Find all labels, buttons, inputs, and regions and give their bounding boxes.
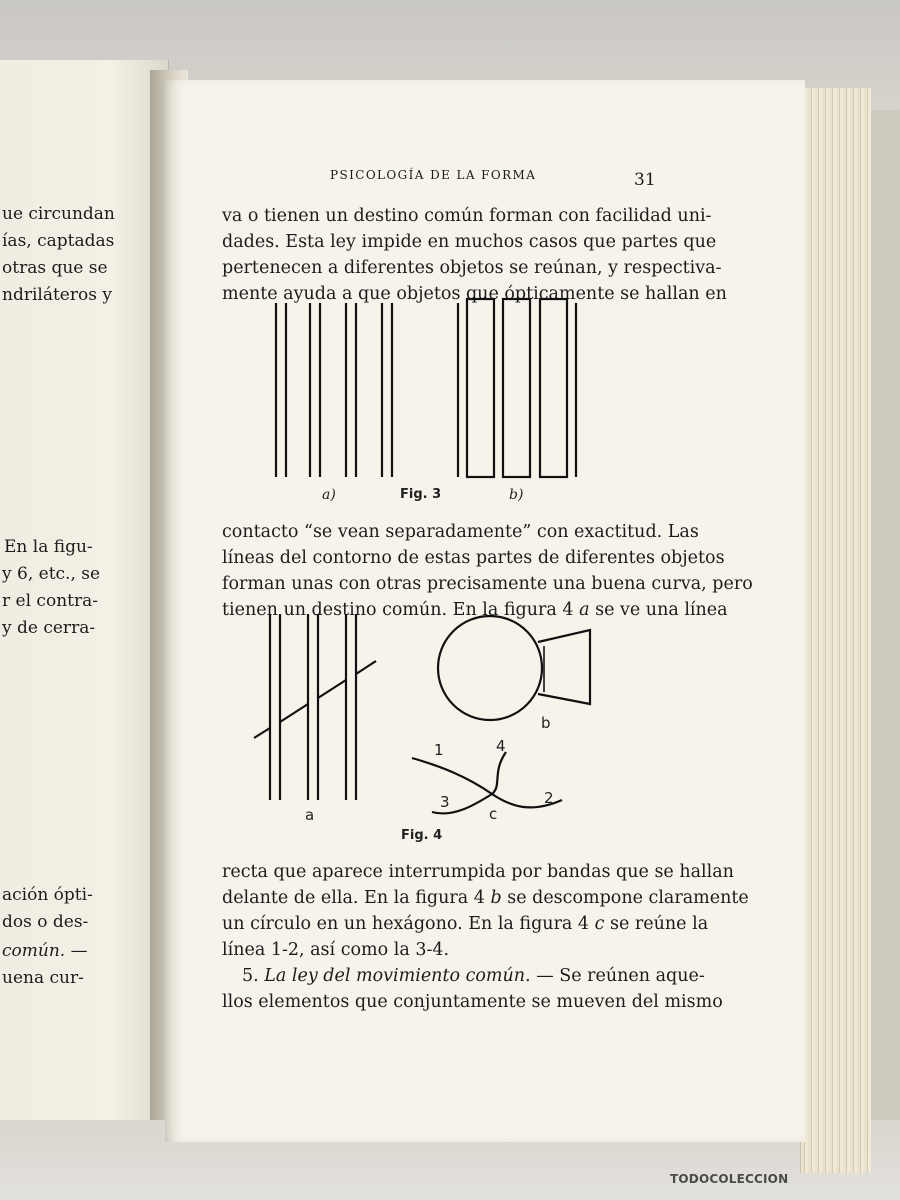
body-line-fig4b: [222, 888, 749, 908]
left-page-line: uena cur-: [2, 968, 84, 988]
text-span: se descompone claramente: [501, 888, 749, 908]
body-line: dades. Esta ley impide en muchos casos que partes que: [222, 232, 717, 252]
law-5-heading-line: [242, 966, 705, 986]
fig4-number-3: 3: [440, 793, 450, 811]
law-number: 5.: [242, 966, 259, 986]
left-page-line: otras que se: [2, 258, 108, 278]
running-head: PSICOLOGÍA DE LA FORMA: [330, 168, 537, 182]
fig4-label-b: b: [541, 714, 551, 732]
body-line: va o tienen un destino común forman con facilidad uni-: [222, 206, 712, 226]
left-page-line: r el contra-: [2, 591, 98, 611]
fig3-label-b: b): [509, 487, 524, 503]
body-line: llos elementos que conjuntamente se mueven del mismo: [222, 992, 723, 1012]
body-line: contacto “se vean separadamente” con exactitud. Las: [222, 522, 699, 542]
left-page-line: ue circundan: [2, 204, 115, 224]
fig4-label-a: a: [305, 806, 315, 824]
left-page-line: ación ópti-: [2, 885, 93, 905]
body-line: recta que aparece interrumpida por bandas que se hallan: [222, 862, 734, 882]
text-span: se ve una línea: [589, 600, 728, 620]
left-page-line: y de cerra-: [2, 618, 96, 638]
italic-span: b: [490, 888, 502, 908]
fig3-rectangle: [503, 299, 530, 477]
fig3-rectangle: [467, 299, 494, 477]
law-title: La ley del movimiento común.: [264, 966, 531, 986]
text-span: se reúne la: [604, 914, 709, 934]
left-page-line: En la figu-: [4, 537, 93, 557]
italic-span: c: [594, 914, 605, 934]
left-page-line: y 6, etc., se: [2, 564, 101, 584]
body-line: línea 1-2, así como la 3-4.: [222, 940, 450, 960]
fig4a-diagonal-segment: [280, 704, 308, 722]
figure-3-drawing: [262, 295, 592, 485]
page-number: 31: [634, 170, 656, 190]
fig4a-diagonal-segment: [318, 680, 346, 698]
body-line: líneas del contorno de estas partes de diferentes objetos: [222, 548, 725, 568]
left-page-line: ías, captadas: [2, 231, 115, 251]
body-line: mente ayuda a que objetos que ópticamente se hallan en: [222, 284, 727, 304]
fig4a-diagonal-segment: [254, 728, 270, 738]
text-span: tienen un destino común. En la figura 4: [222, 600, 580, 620]
italic-span: a: [579, 600, 590, 620]
page-edges: [800, 88, 871, 1173]
fig4b-trapezoid: [538, 630, 590, 704]
text-span: delante de ella. En la figura 4: [222, 888, 491, 908]
left-page-line: común. —: [2, 941, 88, 961]
fig4-number-2: 2: [544, 789, 554, 807]
figure-4-drawing: [240, 608, 620, 828]
fig4a-diagonal-segment: [356, 661, 376, 674]
text-span: un círculo en un hexágono. En la figura 4: [222, 914, 595, 934]
fig4-number-1: 1: [434, 741, 444, 759]
fig4b-circle: [438, 616, 542, 720]
fig3-caption: Fig. 3: [400, 487, 442, 502]
fig4c-curve-1-2: [412, 758, 562, 807]
fig3-rectangle: [540, 299, 567, 477]
watermark: TODOCOLECCION: [670, 1172, 789, 1186]
body-line-fig4c: [222, 914, 708, 934]
fig4-label-c: c: [489, 805, 498, 823]
fig4-number-4: 4: [496, 737, 506, 755]
left-page-line: ndriláteros y: [2, 285, 112, 305]
fig4-caption: Fig. 4: [401, 828, 443, 843]
fig3-label-a: a): [322, 487, 336, 503]
text-span: — Se reúnen aque-: [530, 966, 705, 986]
body-line: pertenecen a diferentes objetos se reúnan, y respectiva-: [222, 258, 722, 278]
left-page-line: dos o des-: [2, 912, 89, 932]
body-line: forman unas con otras precisamente una buena curva, pero: [222, 574, 753, 594]
